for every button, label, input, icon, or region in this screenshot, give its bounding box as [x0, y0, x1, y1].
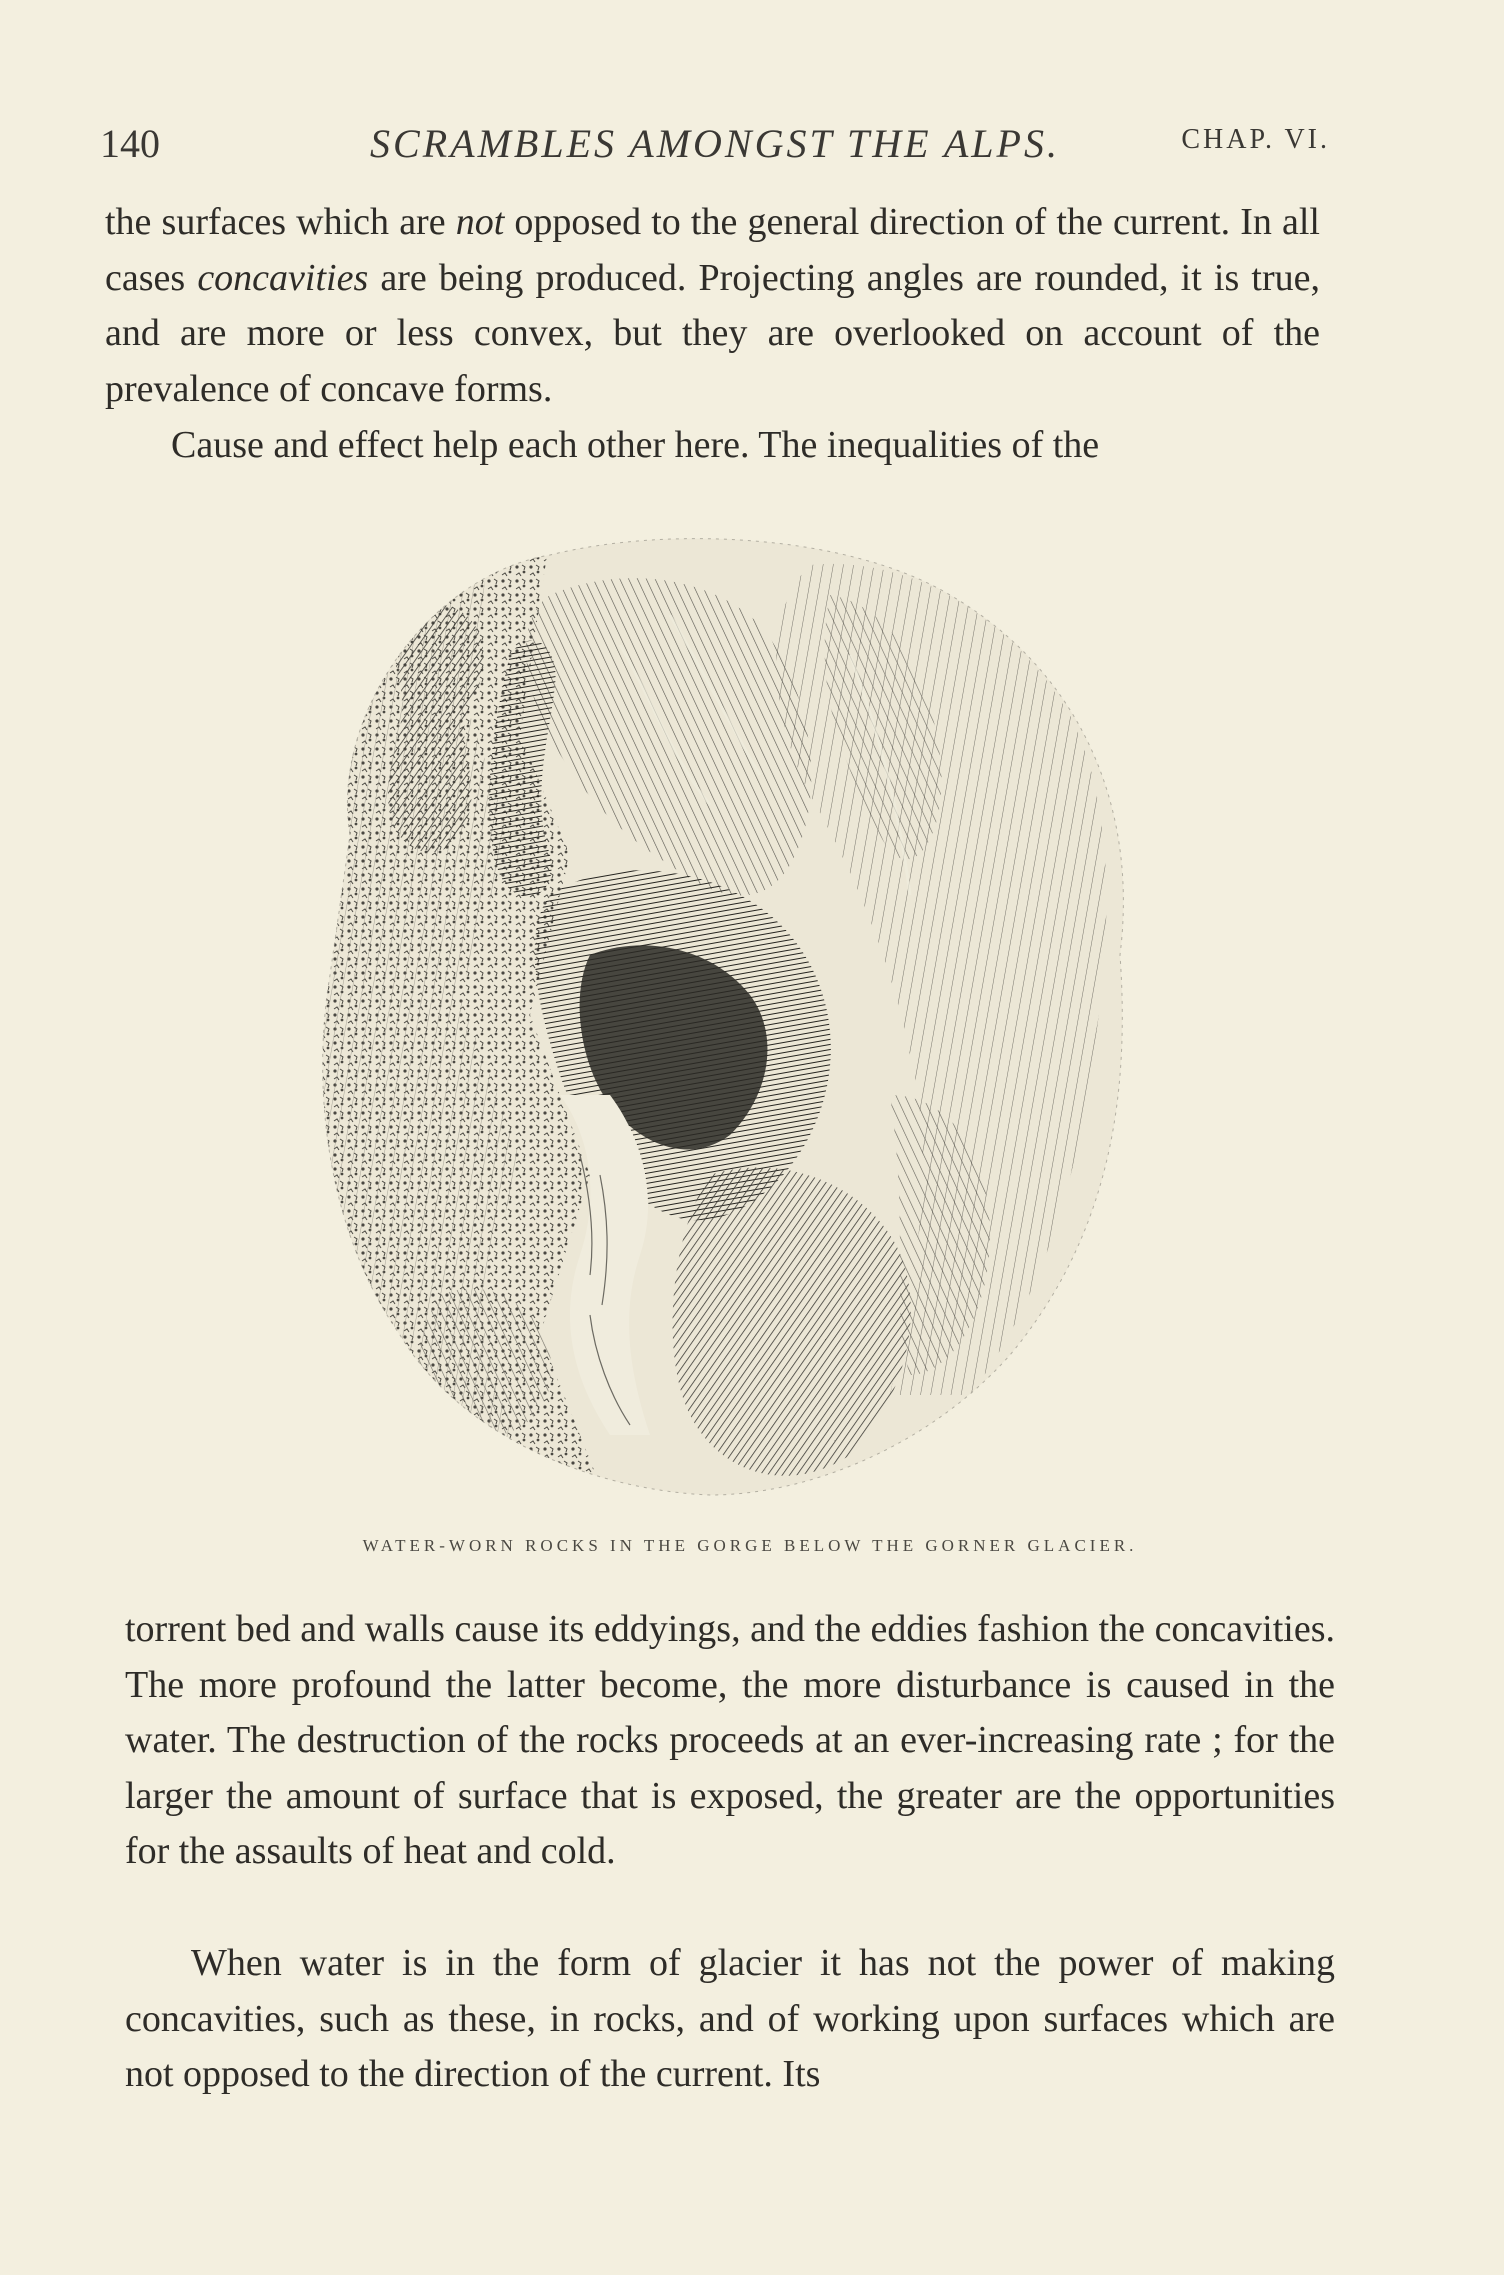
paragraph-1-emphasis-not: not: [455, 201, 505, 243]
paragraph-1-text-a: the surfaces which are: [105, 201, 456, 243]
figure-caption: WATER-WORN ROCKS IN THE GORGE BELOW THE GORNER GLACIER.: [362, 1536, 1138, 1555]
paragraph-1-emphasis-concavities: concavities: [197, 256, 369, 299]
paragraph-4: When water is in the form of glacier it has not the power of making concavities, such as these, in rocks, and of working upon surfaces which are not opposed to the direction of the current. Its: [125, 1942, 1335, 2095]
paragraph-3: torrent bed and walls cause its eddyings, and the eddies fashion the concavities. The more profound the latter become, the more disturbance is caused in the water. The destruction of the rocks proceeds at an ever-increasing rate ; for the larger the amount of surface that is exposed, the greater are the opportunities for the assaults of heat and cold.: [125, 1608, 1335, 1872]
page-header: [100, 112, 1330, 166]
paragraph-1-text-c: are being produced. Projecting angles are rounded, it is true, and are more or less convex, but they are overlooked on account of the prevalence of concave forms.: [105, 256, 1320, 410]
engraving-illustration: [290, 535, 1170, 1510]
page-number: 140: [100, 121, 160, 166]
paragraph-1-text-b: opposed to the general direction of the current. In all cases: [105, 201, 1320, 299]
paragraph-1: [105, 195, 1320, 417]
paragraph-2: Cause and effect help each other here. The inequalities of the: [171, 424, 1100, 466]
gorge-engraving: [290, 535, 1170, 1510]
running-title: SCRAMBLES AMONGST THE ALPS.: [370, 121, 1060, 166]
chapter-label: CHAP. VI.: [1181, 124, 1330, 155]
